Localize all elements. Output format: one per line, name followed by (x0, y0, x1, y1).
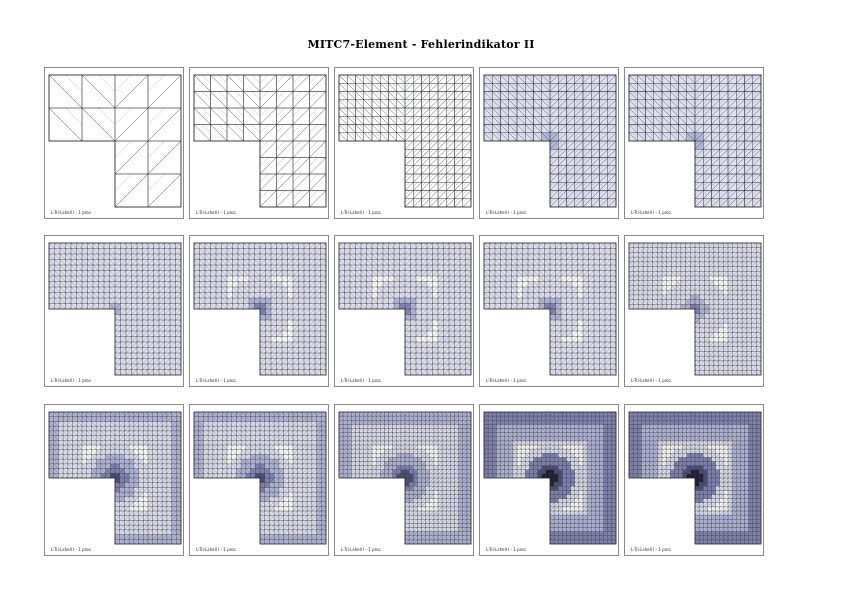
mesh-panel (479, 67, 619, 219)
mesh-plot (335, 405, 474, 556)
panel-footer: L-Tri-Lshell I - 1 proc. (341, 547, 383, 552)
mesh-panel (334, 235, 474, 387)
mesh-panel (479, 235, 619, 387)
panel-footer: L-Tri-Lshell I - 1 proc. (486, 210, 528, 215)
mesh-plot (45, 405, 184, 556)
mesh-plot (190, 68, 329, 219)
panel-footer: L-Tri-Lshell I - 1 proc. (631, 210, 673, 215)
panel-footer: L-Tri-Lshell I - 1 proc. (196, 210, 238, 215)
mesh-plot (190, 236, 329, 387)
mesh-panel (624, 235, 764, 387)
mesh-plot (480, 68, 619, 219)
panel-footer: L-Tri-Lshell I - 1 proc. (51, 210, 93, 215)
mesh-panel (334, 404, 474, 556)
mesh-plot (480, 236, 619, 387)
panel-footer: L-Tri-Lshell I - 1 proc. (341, 378, 383, 383)
mesh-plot (45, 236, 184, 387)
panel-footer: L-Tri-Lshell I - 1 proc. (51, 378, 93, 383)
mesh-panel (334, 67, 474, 219)
mesh-panel (624, 67, 764, 219)
panel-footer: L-Tri-Lshell I - 1 proc. (486, 378, 528, 383)
mesh-plot (190, 405, 329, 556)
mesh-plot (625, 236, 764, 387)
mesh-panel (479, 404, 619, 556)
mesh-panel (44, 404, 184, 556)
mesh-panel (44, 235, 184, 387)
panel-footer: L-Tri-Lshell I - 1 proc. (631, 378, 673, 383)
mesh-plot (335, 68, 474, 219)
mesh-plot (335, 236, 474, 387)
panel-footer: L-Tri-Lshell I - 1 proc. (486, 547, 528, 552)
panel-footer: L-Tri-Lshell I - 1 proc. (51, 547, 93, 552)
mesh-plot (625, 405, 764, 556)
mesh-panel (189, 404, 329, 556)
mesh-panel (624, 404, 764, 556)
mesh-panel (189, 67, 329, 219)
mesh-plot (625, 68, 764, 219)
mesh-panel (189, 235, 329, 387)
page-title: MITC7-Element - Fehlerindikator II (307, 38, 535, 51)
panel-footer: L-Tri-Lshell I - 1 proc. (196, 378, 238, 383)
mesh-plot (480, 405, 619, 556)
panel-footer: L-Tri-Lshell I - 1 proc. (341, 210, 383, 215)
panel-footer: L-Tri-Lshell I - 1 proc. (631, 547, 673, 552)
panel-footer: L-Tri-Lshell I - 1 proc. (196, 547, 238, 552)
mesh-panel (44, 67, 184, 219)
mesh-plot (45, 68, 184, 219)
